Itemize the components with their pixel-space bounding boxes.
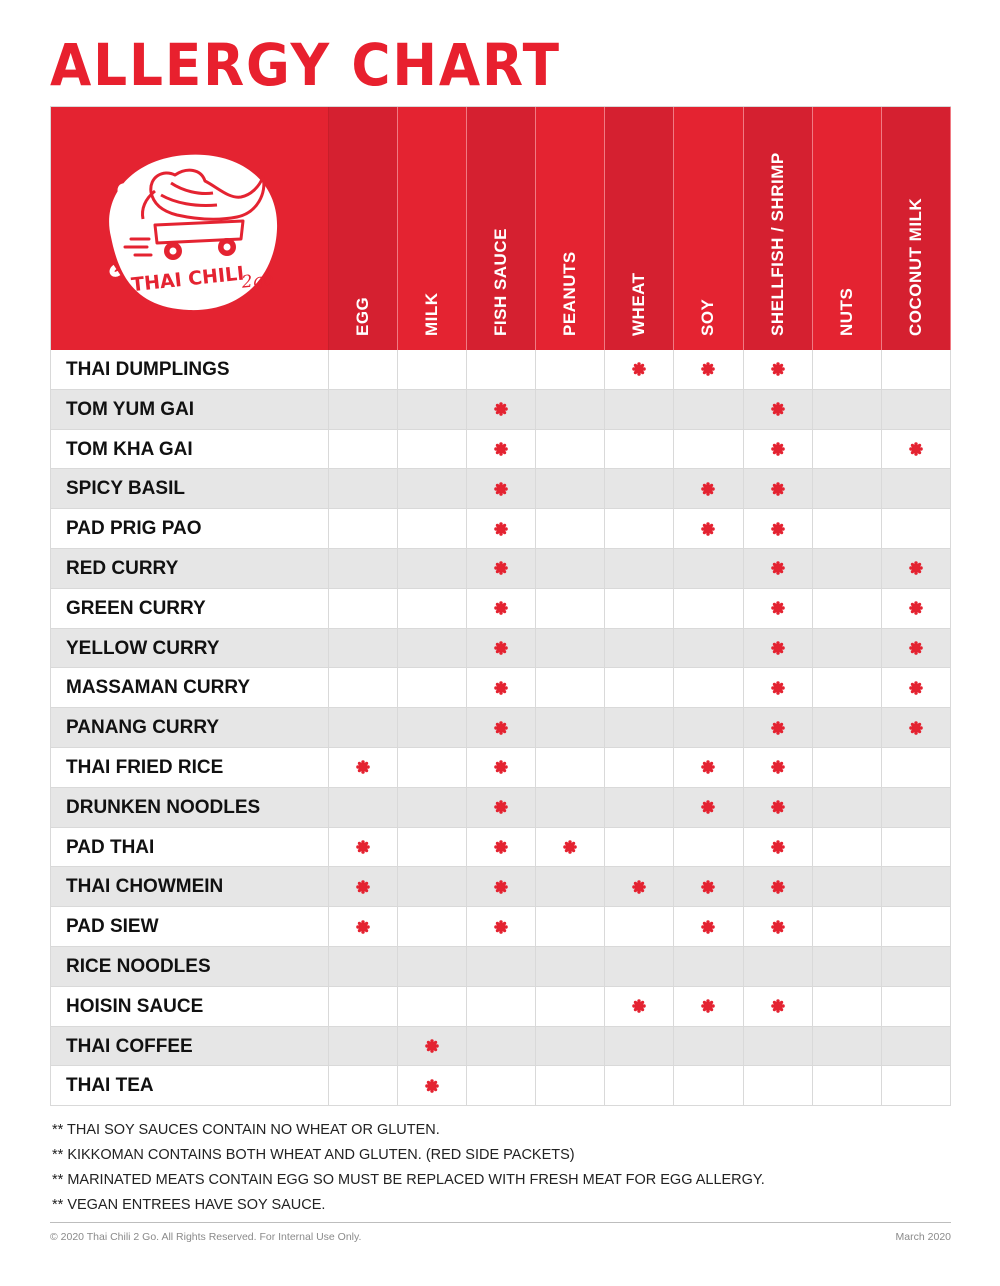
allergen-cell xyxy=(674,907,743,946)
allergen-cell xyxy=(329,987,398,1026)
allergen-cell xyxy=(467,1066,536,1105)
allergen-cell xyxy=(674,748,743,787)
col-label: SOY xyxy=(698,298,718,336)
allergen-cell xyxy=(329,867,398,906)
allergen-cell xyxy=(398,549,467,588)
allergen-cell xyxy=(398,350,467,389)
table-row xyxy=(51,390,951,430)
col-header-coconut-milk xyxy=(882,107,951,350)
footer-divider xyxy=(50,1222,951,1223)
allergen-marker-icon xyxy=(632,999,646,1013)
table-row xyxy=(51,629,951,669)
allergen-cell xyxy=(398,1066,467,1105)
allergen-cell xyxy=(605,947,674,986)
allergen-cell xyxy=(467,987,536,1026)
allergen-cell xyxy=(813,430,882,469)
allergen-marker-icon xyxy=(701,760,715,774)
allergen-cell xyxy=(882,788,951,827)
allergen-cell xyxy=(882,867,951,906)
col-header-soy xyxy=(674,107,743,350)
table-row xyxy=(51,1027,951,1067)
col-label: FISH SAUCE xyxy=(491,228,510,336)
allergen-cell xyxy=(398,788,467,827)
allergen-cell xyxy=(467,668,536,707)
allergen-marker-icon xyxy=(909,681,923,695)
table-header-row xyxy=(51,107,951,350)
table-row xyxy=(51,1066,951,1106)
allergen-cell xyxy=(467,509,536,548)
note-vegan: ** VEGAN ENTREES HAVE SOY SAUCE. xyxy=(52,1197,326,1213)
dish-name: HOISIN SAUCE xyxy=(51,987,329,1026)
allergen-cell xyxy=(467,430,536,469)
allergen-cell xyxy=(536,708,605,747)
allergen-cell xyxy=(744,907,813,946)
allergen-marker-icon xyxy=(771,920,785,934)
allergen-cell xyxy=(536,430,605,469)
allergen-cell xyxy=(536,1066,605,1105)
allergen-cell xyxy=(605,867,674,906)
dish-name: GREEN CURRY xyxy=(51,589,329,628)
allergen-cell xyxy=(813,668,882,707)
col-label: COCONUT MILK xyxy=(905,197,925,336)
allergen-cell xyxy=(536,788,605,827)
allergen-cell xyxy=(813,907,882,946)
allergen-marker-icon xyxy=(701,362,715,376)
allergen-cell xyxy=(536,907,605,946)
allergen-cell xyxy=(744,509,813,548)
allergen-cell xyxy=(536,549,605,588)
allergen-cell xyxy=(536,947,605,986)
allergen-cell xyxy=(813,987,882,1026)
note-kikkoman: ** KIKKOMAN CONTAINS BOTH WHEAT AND GLUTEN. (RED SIDE PACKETS) xyxy=(52,1147,575,1163)
dish-name: PAD PRIG PAO xyxy=(51,509,329,548)
dish-name: SPICY BASIL xyxy=(51,469,329,508)
allergen-cell xyxy=(605,549,674,588)
table-row xyxy=(51,788,951,828)
allergen-cell xyxy=(398,430,467,469)
col-label: NUTS xyxy=(836,287,856,336)
allergen-marker-icon xyxy=(771,601,785,615)
allergen-cell xyxy=(467,708,536,747)
allergen-cell xyxy=(605,987,674,1026)
allergen-cell xyxy=(467,390,536,429)
allergen-cell xyxy=(813,748,882,787)
allergen-cell xyxy=(674,788,743,827)
logo-cell xyxy=(51,107,329,350)
allergen-cell xyxy=(882,987,951,1026)
allergen-cell xyxy=(813,589,882,628)
allergen-marker-icon xyxy=(356,840,370,854)
allergen-cell xyxy=(882,668,951,707)
allergen-marker-icon xyxy=(356,880,370,894)
allergen-cell xyxy=(674,668,743,707)
dish-name: TOM KHA GAI xyxy=(51,430,329,469)
dish-name: THAI TEA xyxy=(51,1066,329,1105)
allergen-cell xyxy=(536,828,605,867)
allergen-cell xyxy=(813,390,882,429)
allergen-cell xyxy=(398,867,467,906)
allergen-marker-icon xyxy=(771,442,785,456)
allergen-marker-icon xyxy=(771,641,785,655)
allergen-cell xyxy=(674,708,743,747)
table-row xyxy=(51,947,951,987)
allergen-cell xyxy=(744,987,813,1026)
allergen-marker-icon xyxy=(632,880,646,894)
allergen-cell xyxy=(398,1027,467,1066)
allergen-cell xyxy=(813,947,882,986)
footer-date: March 2020 xyxy=(895,1231,951,1243)
allergen-cell xyxy=(674,629,743,668)
allergen-cell xyxy=(882,1027,951,1066)
allergen-cell xyxy=(674,469,743,508)
table-row xyxy=(51,668,951,708)
allergen-cell xyxy=(605,907,674,946)
table-row xyxy=(51,430,951,470)
allergen-marker-icon xyxy=(425,1039,439,1053)
table-row xyxy=(51,469,951,509)
allergen-cell xyxy=(467,867,536,906)
allergen-marker-icon xyxy=(701,920,715,934)
table-row xyxy=(51,907,951,947)
allergen-cell xyxy=(329,907,398,946)
col-label: WHEAT xyxy=(629,272,649,336)
allergen-cell xyxy=(813,1027,882,1066)
allergen-cell xyxy=(329,668,398,707)
allergen-cell xyxy=(467,907,536,946)
allergen-marker-icon xyxy=(771,721,785,735)
allergen-cell xyxy=(398,708,467,747)
allergen-cell xyxy=(605,1027,674,1066)
allergen-marker-icon xyxy=(909,721,923,735)
allergen-cell xyxy=(744,708,813,747)
allergen-marker-icon xyxy=(494,402,508,416)
allergen-cell xyxy=(398,907,467,946)
allergen-cell xyxy=(674,867,743,906)
col-label: SHELLFISH / SHRIMP xyxy=(767,152,787,336)
allergen-marker-icon xyxy=(771,999,785,1013)
allergen-cell xyxy=(674,1066,743,1105)
allergen-cell xyxy=(398,589,467,628)
allergen-marker-icon xyxy=(494,800,508,814)
logo-text: THAI CHILI xyxy=(130,262,246,297)
table-row xyxy=(51,748,951,788)
allergen-cell xyxy=(813,509,882,548)
allergen-cell xyxy=(605,589,674,628)
allergen-cell xyxy=(882,469,951,508)
allergen-cell xyxy=(882,589,951,628)
allergen-marker-icon xyxy=(494,522,508,536)
allergen-marker-icon xyxy=(701,522,715,536)
copyright: © 2020 Thai Chili 2 Go. All Rights Reserved. For Internal Use Only. xyxy=(50,1231,362,1243)
allergen-marker-icon xyxy=(909,601,923,615)
allergen-marker-icon xyxy=(494,442,508,456)
allergen-cell xyxy=(329,390,398,429)
allergen-cell xyxy=(329,708,398,747)
allergen-cell xyxy=(329,350,398,389)
allergen-cell xyxy=(398,668,467,707)
allergen-marker-icon xyxy=(771,760,785,774)
allergen-marker-icon xyxy=(771,402,785,416)
dish-name: THAI CHOWMEIN xyxy=(51,867,329,906)
col-header-milk xyxy=(398,107,467,350)
allergen-cell xyxy=(398,828,467,867)
allergen-cell xyxy=(467,828,536,867)
allergen-marker-icon xyxy=(356,760,370,774)
allergen-cell xyxy=(398,987,467,1026)
allergen-marker-icon xyxy=(701,999,715,1013)
table-body xyxy=(51,350,951,1106)
allergen-cell xyxy=(536,629,605,668)
allergen-marker-icon xyxy=(701,482,715,496)
allergen-marker-icon xyxy=(701,800,715,814)
allergen-marker-icon xyxy=(425,1079,439,1093)
allergen-marker-icon xyxy=(494,561,508,575)
allergy-table xyxy=(50,106,951,1106)
allergen-cell xyxy=(744,867,813,906)
allergen-cell xyxy=(605,748,674,787)
allergen-marker-icon xyxy=(771,561,785,575)
allergen-cell xyxy=(398,629,467,668)
allergen-marker-icon xyxy=(563,840,577,854)
dish-name: PAD THAI xyxy=(51,828,329,867)
allergen-cell xyxy=(744,589,813,628)
allergen-cell xyxy=(329,1066,398,1105)
allergen-marker-icon xyxy=(701,880,715,894)
dish-name: DRUNKEN NOODLES xyxy=(51,788,329,827)
allergen-cell xyxy=(605,788,674,827)
col-header-egg xyxy=(329,107,398,350)
allergen-cell xyxy=(744,788,813,827)
allergen-cell xyxy=(536,748,605,787)
thai-chili-logo xyxy=(91,147,291,317)
allergen-cell xyxy=(536,987,605,1026)
col-header-peanuts xyxy=(536,107,605,350)
dish-name: PAD SIEW xyxy=(51,907,329,946)
allergen-cell xyxy=(536,350,605,389)
allergen-cell xyxy=(329,509,398,548)
allergen-cell xyxy=(467,748,536,787)
allergen-cell xyxy=(813,350,882,389)
allergen-marker-icon xyxy=(494,721,508,735)
allergen-cell xyxy=(813,1066,882,1105)
allergen-marker-icon xyxy=(909,561,923,575)
allergen-cell xyxy=(882,947,951,986)
allergen-cell xyxy=(674,828,743,867)
allergen-cell xyxy=(329,947,398,986)
allergen-marker-icon xyxy=(771,522,785,536)
allergen-cell xyxy=(605,390,674,429)
allergen-cell xyxy=(744,549,813,588)
allergen-marker-icon xyxy=(771,880,785,894)
allergen-cell xyxy=(329,788,398,827)
table-row xyxy=(51,987,951,1027)
allergen-marker-icon xyxy=(771,800,785,814)
allergen-cell xyxy=(674,430,743,469)
allergen-cell xyxy=(536,867,605,906)
allergen-cell xyxy=(882,708,951,747)
allergen-marker-icon xyxy=(494,920,508,934)
col-label: MILK xyxy=(421,292,441,336)
allergen-cell xyxy=(467,788,536,827)
allergen-cell xyxy=(329,549,398,588)
allergen-cell xyxy=(813,708,882,747)
table-row xyxy=(51,509,951,549)
allergen-cell xyxy=(813,549,882,588)
allergen-cell xyxy=(329,629,398,668)
dish-name: YELLOW CURRY xyxy=(51,629,329,668)
allergen-marker-icon xyxy=(909,442,923,456)
allergen-cell xyxy=(882,629,951,668)
logo-script: 2go xyxy=(240,269,275,293)
allergen-cell xyxy=(467,629,536,668)
allergen-cell xyxy=(398,748,467,787)
allergen-cell xyxy=(536,509,605,548)
allergen-cell xyxy=(674,947,743,986)
allergen-cell xyxy=(398,390,467,429)
allergen-marker-icon xyxy=(494,681,508,695)
table-row xyxy=(51,589,951,629)
dish-name: PANANG CURRY xyxy=(51,708,329,747)
table-row xyxy=(51,867,951,907)
allergen-cell xyxy=(882,1066,951,1105)
dish-name: THAI FRIED RICE xyxy=(51,748,329,787)
allergen-cell xyxy=(467,589,536,628)
allergen-cell xyxy=(329,748,398,787)
allergen-marker-icon xyxy=(356,920,370,934)
allergen-cell xyxy=(744,469,813,508)
footnotes xyxy=(52,1118,765,1218)
allergen-cell xyxy=(536,668,605,707)
allergen-cell xyxy=(605,1066,674,1105)
allergen-cell xyxy=(744,748,813,787)
allergen-cell xyxy=(882,907,951,946)
allergen-cell xyxy=(813,828,882,867)
dish-name: THAI COFFEE xyxy=(51,1027,329,1066)
allergen-marker-icon xyxy=(771,840,785,854)
allergen-cell xyxy=(536,390,605,429)
col-label: PEANUTS xyxy=(560,251,580,336)
dish-name: MASSAMAN CURRY xyxy=(51,668,329,707)
allergen-cell xyxy=(674,390,743,429)
allergen-cell xyxy=(605,350,674,389)
note-marinated: ** MARINATED MEATS CONTAIN EGG SO MUST BE REPLACED WITH FRESH MEAT FOR EGG ALLERGY. xyxy=(52,1172,765,1188)
allergen-cell xyxy=(398,947,467,986)
allergen-marker-icon xyxy=(771,482,785,496)
allergen-cell xyxy=(398,469,467,508)
allergen-marker-icon xyxy=(494,641,508,655)
allergen-cell xyxy=(329,1027,398,1066)
allergen-cell xyxy=(536,469,605,508)
dish-name: RED CURRY xyxy=(51,549,329,588)
allergen-cell xyxy=(467,947,536,986)
allergen-marker-icon xyxy=(771,681,785,695)
table-row xyxy=(51,828,951,868)
allergen-cell xyxy=(674,509,743,548)
allergen-cell xyxy=(329,828,398,867)
table-row xyxy=(51,350,951,390)
col-header-nuts xyxy=(813,107,882,350)
allergen-cell xyxy=(744,390,813,429)
allergen-marker-icon xyxy=(494,482,508,496)
allergen-cell xyxy=(467,1027,536,1066)
page-title: ALLERGY CHART xyxy=(50,31,561,99)
allergen-cell xyxy=(744,1066,813,1105)
allergen-cell xyxy=(467,469,536,508)
allergen-marker-icon xyxy=(494,760,508,774)
allergen-cell xyxy=(813,469,882,508)
allergen-cell xyxy=(882,430,951,469)
allergen-cell xyxy=(674,350,743,389)
allergen-cell xyxy=(744,629,813,668)
allergen-cell xyxy=(329,589,398,628)
col-header-shellfish xyxy=(744,107,813,350)
note-soy: ** THAI SOY SAUCES CONTAIN NO WHEAT OR GLUTEN. xyxy=(52,1122,440,1138)
allergen-cell xyxy=(605,469,674,508)
allergen-cell xyxy=(605,509,674,548)
allergen-cell xyxy=(674,589,743,628)
table-row xyxy=(51,708,951,748)
allergen-cell xyxy=(329,469,398,508)
allergen-cell xyxy=(882,390,951,429)
allergen-cell xyxy=(605,629,674,668)
col-label: EGG xyxy=(352,296,372,336)
allergen-cell xyxy=(882,509,951,548)
allergen-cell xyxy=(605,668,674,707)
allergen-cell xyxy=(744,350,813,389)
allergen-cell xyxy=(536,589,605,628)
dish-name: TOM YUM GAI xyxy=(51,390,329,429)
allergen-cell xyxy=(813,788,882,827)
allergen-cell xyxy=(882,828,951,867)
allergen-marker-icon xyxy=(632,362,646,376)
allergen-cell xyxy=(882,350,951,389)
allergen-cell xyxy=(674,1027,743,1066)
col-header-fish-sauce xyxy=(467,107,536,350)
allergen-cell xyxy=(744,668,813,707)
allergen-cell xyxy=(605,828,674,867)
allergen-cell xyxy=(605,708,674,747)
allergen-cell xyxy=(398,509,467,548)
allergen-cell xyxy=(605,430,674,469)
allergen-marker-icon xyxy=(771,362,785,376)
allergen-cell xyxy=(813,867,882,906)
allergen-cell xyxy=(674,549,743,588)
allergen-cell xyxy=(882,748,951,787)
col-header-wheat xyxy=(605,107,674,350)
dish-name: THAI DUMPLINGS xyxy=(51,350,329,389)
allergen-cell xyxy=(744,828,813,867)
allergen-marker-icon xyxy=(494,601,508,615)
allergen-cell xyxy=(882,549,951,588)
allergen-cell xyxy=(467,350,536,389)
allergen-cell xyxy=(674,987,743,1026)
table-row xyxy=(51,549,951,589)
allergen-marker-icon xyxy=(494,880,508,894)
allergen-cell xyxy=(536,1027,605,1066)
allergen-marker-icon xyxy=(494,840,508,854)
allergen-cell xyxy=(744,947,813,986)
allergen-cell xyxy=(744,1027,813,1066)
allergen-marker-icon xyxy=(909,641,923,655)
allergen-cell xyxy=(467,549,536,588)
allergen-cell xyxy=(744,430,813,469)
allergen-cell xyxy=(329,430,398,469)
dish-name: RICE NOODLES xyxy=(51,947,329,986)
allergen-cell xyxy=(813,629,882,668)
